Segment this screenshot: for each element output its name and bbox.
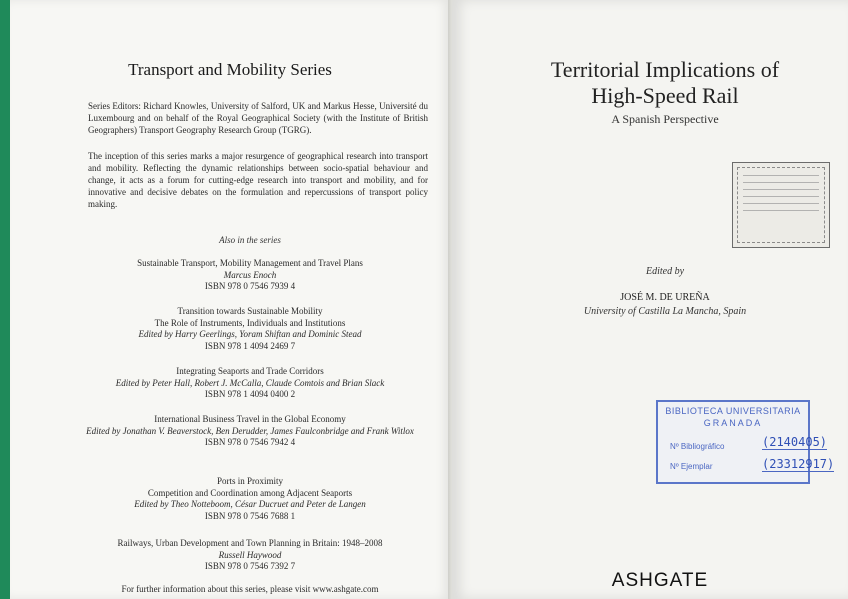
entry-authors: Edited by Harry Geerlings, Yoram Shiftan and Dominic Stead <box>138 329 362 339</box>
entry-authors: Edited by Jonathan V. Beaverstock, Ben Derudder, James Faulconbridge and Frank Witlox <box>86 425 414 436</box>
stamp-ejemplar-row <box>670 457 835 471</box>
stamp-biblio-row <box>670 435 828 451</box>
book-subtitle: A Spanish Perspective <box>611 112 719 126</box>
book-title <box>500 57 830 109</box>
series-entry <box>0 476 500 522</box>
series-description-paragraph: The inception of this series marks a major resurgence of geographical research into transport and mobility. Reflecting the dynamic relationships between socio-spatial behaviour and change, it acts as a forum for cutting-edge research into transport and mobility, and for innovative and decisive debates on the formulation and repercussions of transport policy making. <box>88 151 428 209</box>
entry-authors: Edited by Theo Notteboom, César Ducruet and Peter de Langen <box>134 499 366 509</box>
entry-title: International Business Travel in the Global Economy <box>154 414 346 424</box>
entry-authors: Russell Haywood <box>218 549 282 560</box>
stamp-ejemplar-value: (23312917) <box>762 457 835 471</box>
editor-name: JOSÉ M. DE UREÑA <box>620 292 710 303</box>
book-title-line: Territorial Implications of <box>550 57 780 82</box>
series-entry <box>0 414 500 449</box>
stamp-biblio-label: Nº Bibliográfico <box>670 442 725 451</box>
entry-isbn: ISBN 978 0 7546 7688 1 <box>204 510 296 521</box>
entry-isbn: ISBN 978 1 4094 2469 7 <box>204 340 296 351</box>
series-entry <box>0 538 500 573</box>
stamp-library-name: BIBLIOTECA UNIVERSITARIA <box>665 406 801 416</box>
stamp-ejemplar-label: Nº Ejemplar <box>670 462 713 471</box>
university-library-stamp <box>656 400 835 484</box>
also-in-series-label: Also in the series <box>219 235 281 245</box>
edited-by-label: Edited by <box>645 266 685 277</box>
series-entry <box>0 366 500 401</box>
entry-isbn: ISBN 978 0 7546 7942 4 <box>204 437 296 447</box>
editor-affiliation: University of Castilla La Mancha, Spain <box>583 306 747 317</box>
entry-isbn: ISBN 978 0 7546 7939 4 <box>204 281 296 291</box>
entry-title: Railways, Urban Development and Town Planning in Britain: 1948–2008 <box>117 538 383 548</box>
entry-title: Transition towards Sustainable Mobility <box>177 306 323 316</box>
faded-library-stamp <box>732 162 830 248</box>
entry-isbn: ISBN 978 1 4094 0400 2 <box>204 389 296 399</box>
series-footer: For further information about this series, please visit www.ashgate.com <box>121 584 379 594</box>
stamp-biblio-value: (2140405) <box>762 435 828 449</box>
entry-title: Sustainable Transport, Mobility Management and Travel Plans <box>137 258 363 268</box>
series-editors-paragraph: Series Editors: Richard Knowles, University of Salford, UK and Markus Hesse, Université du Luxembourg and on behalf of the Royal Geographical Society (with the Institute of British Geographers) Transport Geography Research Group (TGRG). <box>88 101 428 135</box>
entry-subtitle: Competition and Coordination among Adjacent Seaports <box>147 487 353 498</box>
entry-title: Ports in Proximity <box>216 476 283 486</box>
publisher-logo: ASHGATE <box>611 570 709 591</box>
series-entry <box>0 258 500 293</box>
entry-isbn: ISBN 978 0 7546 7392 7 <box>204 561 296 571</box>
entry-authors: Edited by Peter Hall, Robert J. McCalla, Claude Comtois and Brian Slack <box>115 377 385 388</box>
entry-authors: Marcus Enoch <box>223 269 277 280</box>
stamp-text-lines <box>743 175 819 215</box>
book-title-line: High-Speed Rail <box>591 83 739 108</box>
entry-title: Integrating Seaports and Trade Corridors <box>176 366 324 376</box>
series-title: Transport and Mobility Series <box>128 60 332 79</box>
entry-subtitle: The Role of Instruments, Individuals and Institutions <box>154 317 346 328</box>
stamp-city: GRANADA <box>703 418 763 428</box>
series-entry <box>0 306 500 352</box>
